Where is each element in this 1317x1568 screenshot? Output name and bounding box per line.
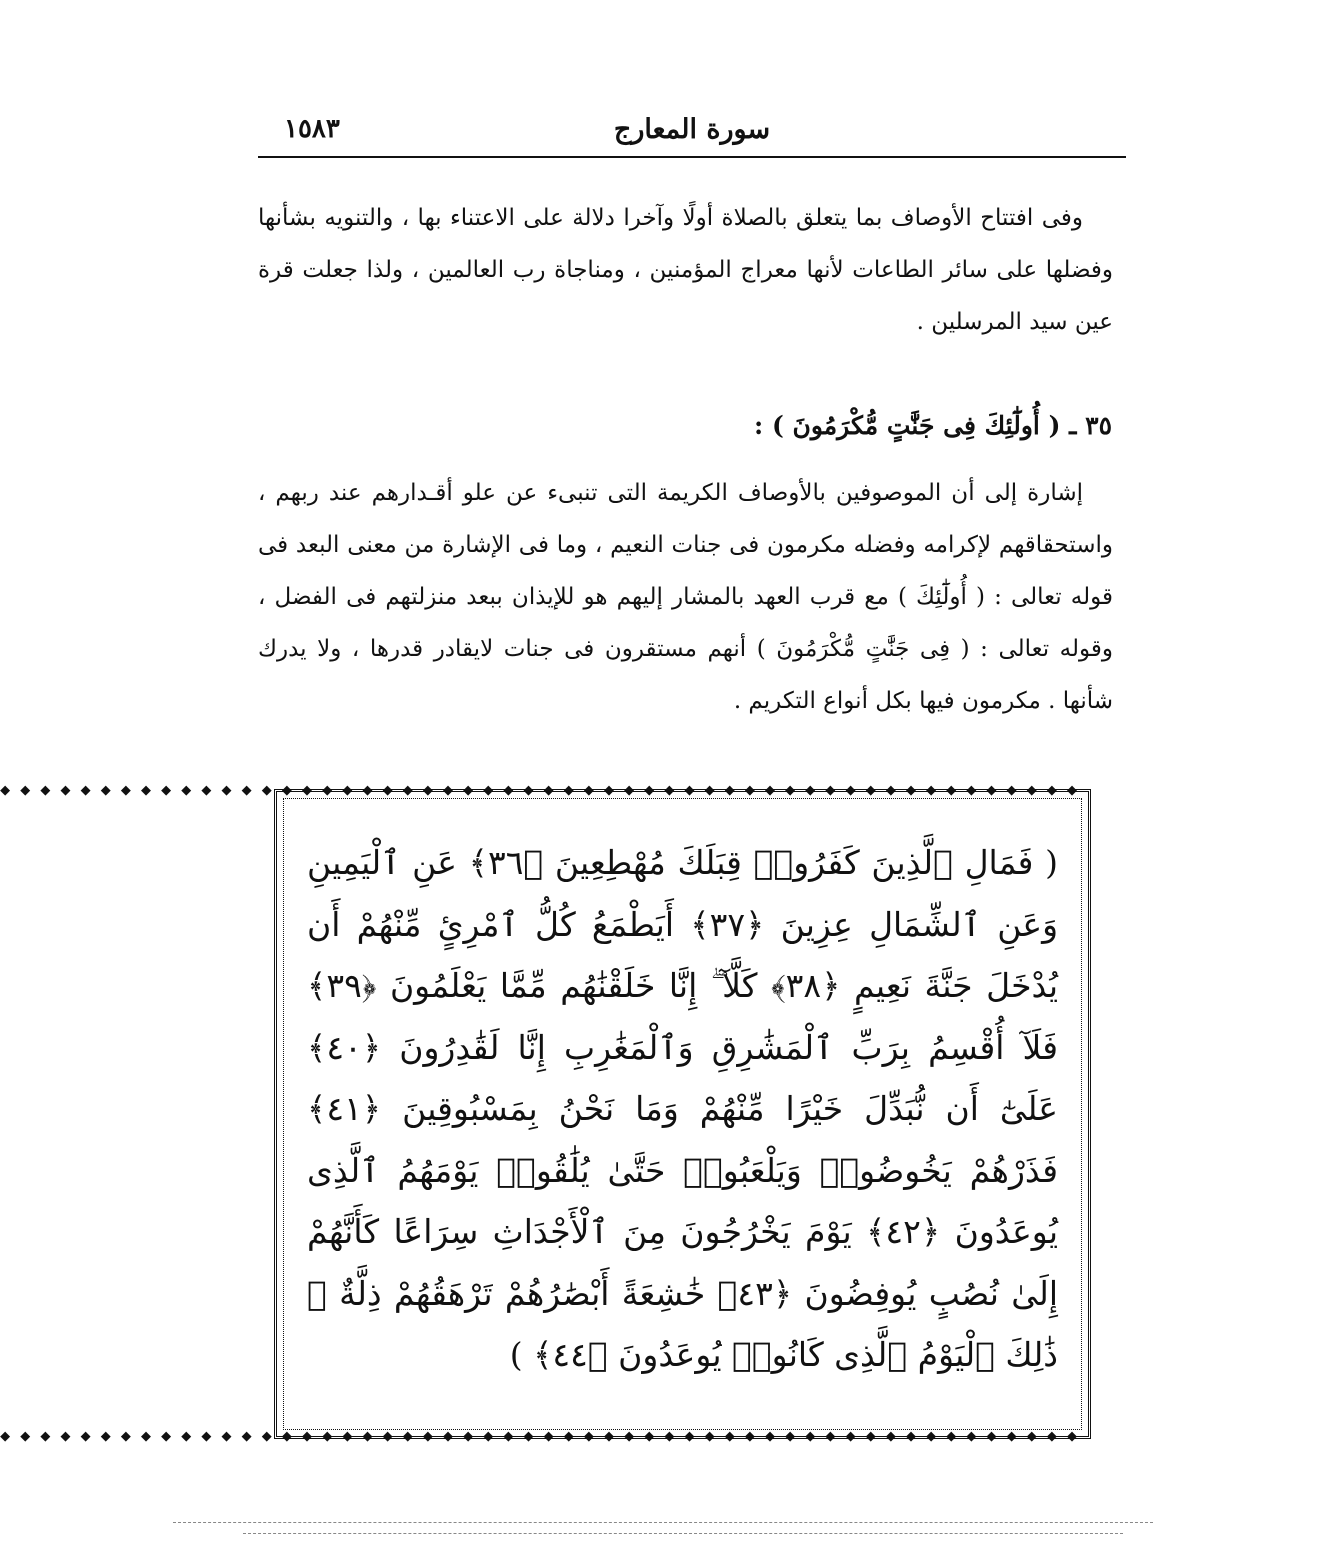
frame-ornament-top: ◆ ◆ ◆ ◆ ◆ ◆ ◆ ◆ ◆ ◆ ◆ ◆ ◆ ◆ ◆ ◆ ◆ ◆ ◆ ◆ ◆ ◆ ◆ ◆ ◆ ◆ ◆ ◆ ◆ ◆ ◆ ◆ ◆ ◆ ◆ ◆ ◆ ◆ ◆ ◆ ◆ ◆ ◆ ◆ ◆ ◆ ◆ ◆ ◆ ◆ ◆ ◆ ◆ ◆ [0, 783, 1080, 798]
commentary-paragraph-2: إشارة إلى أن الموصوفين بالأوصاف الكريمة التى تنبىء عن علو أقـدارهم عند ربهم ، واستحقاقهم لإكرامه وفضله مكرمون فى جنات النعيم ، وما فى الإشارة من معنى البعد فى قوله تعالى : ( أُولَٰٓئِكَ ) مع قرب العهد بالمشار إليهم هو للإيذان ببعد منزلتهم فى الفضل ، وقوله تعالى : ( فِى جَنَّٰتٍ مُّكْرَمُونَ ) أنهم مستقرون فى جنات لايقادر قدرها ، ولا يدرك شأنها . مكرمون فيها بكل أنواع التكريم . [258, 480, 1113, 714]
scan-artifact-line [243, 1533, 1123, 1534]
quran-passage-frame [0, 783, 1091, 1444]
commentary-paragraph-1: وفى افتتاح الأوصاف بما يتعلق بالصلاة أولًا وآخرا دلالة على الاعتناء بها ، والتنويه بشأنها وفضلها على سائر الطاعات لأنها معراج المؤمنين ، ومناجاة رب العالمين ، ولذا جعلت قرة عين سيد المرسلين . [258, 205, 1113, 335]
page-header [258, 108, 1126, 158]
page-number: ١٥٨٣ [284, 114, 340, 144]
scan-artifact-line [173, 1522, 1153, 1523]
frame-ornament-bottom: ◆ ◆ ◆ ◆ ◆ ◆ ◆ ◆ ◆ ◆ ◆ ◆ ◆ ◆ ◆ ◆ ◆ ◆ ◆ ◆ ◆ ◆ ◆ ◆ ◆ ◆ ◆ ◆ ◆ ◆ ◆ ◆ ◆ ◆ ◆ ◆ ◆ ◆ ◆ ◆ ◆ ◆ ◆ ◆ ◆ ◆ ◆ ◆ ◆ ◆ ◆ ◆ ◆ ◆ [0, 1429, 1080, 1444]
verse-heading-35: ٣٥ ـ ( أُولَٰٓئِكَ فِى جَنَّٰتٍ مُّكْرَمُونَ ) : [754, 411, 1112, 440]
quran-passage-text: ( فَمَالِ ٱلَّذِينَ كَفَرُوا۟ قِبَلَكَ مُهْطِعِينَ ﴿٣٦﴾ عَنِ ٱلْيَمِينِ وَعَنِ ٱلشِّمَالِ عِزِينَ ﴿٣٧﴾ أَيَطْمَعُ كُلُّ ٱمْرِئٍ مِّنْهُمْ أَن يُدْخَلَ جَنَّةَ نَعِيمٍ ﴿٣٨﴾ كَلَّآ ۖ إِنَّا خَلَقْنَٰهُم مِّمَّا يَعْلَمُونَ ﴿٣٩﴾ فَلَآ أُقْسِمُ بِرَبِّ ٱلْمَشَٰرِقِ وَٱلْمَغَٰرِبِ إِنَّا لَقَٰدِرُونَ ﴿٤٠﴾ عَلَىٰٓ أَن نُّبَدِّلَ خَيْرًا مِّنْهُمْ وَمَا نَحْنُ بِمَسْبُوقِينَ ﴿٤١﴾ فَذَرْهُمْ يَخُوضُوا۟ وَيَلْعَبُوا۟ حَتَّىٰ يُلَٰقُوا۟ يَوْمَهُمُ ٱلَّذِى يُوعَدُونَ ﴿٤٢﴾ يَوْمَ يَخْرُجُونَ مِنَ ٱلْأَجْدَاثِ سِرَاعًا كَأَنَّهُمْ إِلَىٰ نُصُبٍ يُوفِضُونَ ﴿٤٣﴾ خَٰشِعَةً أَبْصَٰرُهُمْ تَرْهَقُهُمْ ذِلَّةٌ ۚ ذَٰلِكَ ٱلْيَوْمُ ٱلَّذِى كَانُوا۟ يُوعَدُونَ ﴿٤٤﴾ ) [307, 843, 1059, 1374]
surah-title: سورة المعارج [613, 114, 771, 145]
